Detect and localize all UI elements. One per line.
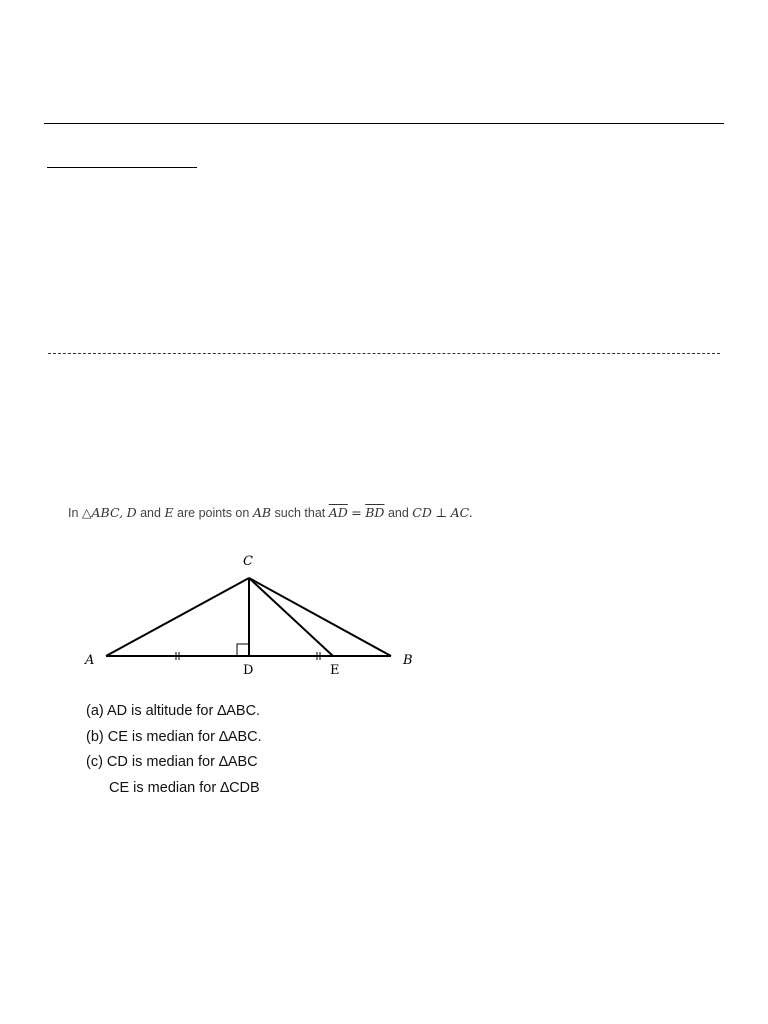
point-d-text: D	[126, 505, 137, 520]
label-d: D	[243, 663, 254, 678]
top-rule	[44, 123, 724, 124]
label-e: E	[330, 663, 340, 678]
segment-ab-text: AB	[252, 505, 272, 520]
label-c: C	[243, 554, 253, 569]
dashed-separator	[48, 353, 720, 354]
and-text-2: and	[387, 506, 409, 520]
triangle-abc: △ABC	[81, 505, 120, 520]
segment-cd-text: CD	[412, 505, 432, 520]
comma: ,	[119, 505, 124, 520]
answer-options	[86, 702, 262, 804]
equals-sign: =	[351, 505, 362, 520]
point-e-text: E	[164, 505, 174, 520]
short-underline	[47, 167, 197, 168]
period: .	[468, 505, 473, 520]
label-a: A	[85, 653, 95, 668]
option-a: (a) AD is altitude for ∆ABC.	[86, 703, 261, 719]
problem-in: In	[68, 506, 79, 520]
right-angle-marker	[237, 644, 249, 656]
triangle-figure	[80, 548, 430, 683]
and-text-1: and	[140, 506, 161, 520]
are-points-text: are points on	[177, 506, 250, 520]
problem-statement	[68, 505, 548, 520]
segment-ad-text: $\overline{AD}$	[328, 505, 348, 520]
segment-ac-text: AC	[450, 505, 469, 520]
such-that-text: such that	[274, 506, 326, 520]
label-b: B	[403, 653, 413, 668]
segment-ac	[106, 578, 249, 656]
segment-bd-text: $\overline{BD}$	[365, 505, 385, 520]
option-c-continued: CE is median for ∆CDB	[109, 779, 260, 796]
option-b: (b) CE is median for ∆ABC.	[86, 728, 262, 745]
option-c: (c) CD is median for ∆ABC	[86, 754, 258, 770]
perpendicular-symbol: ⊥	[435, 505, 448, 520]
